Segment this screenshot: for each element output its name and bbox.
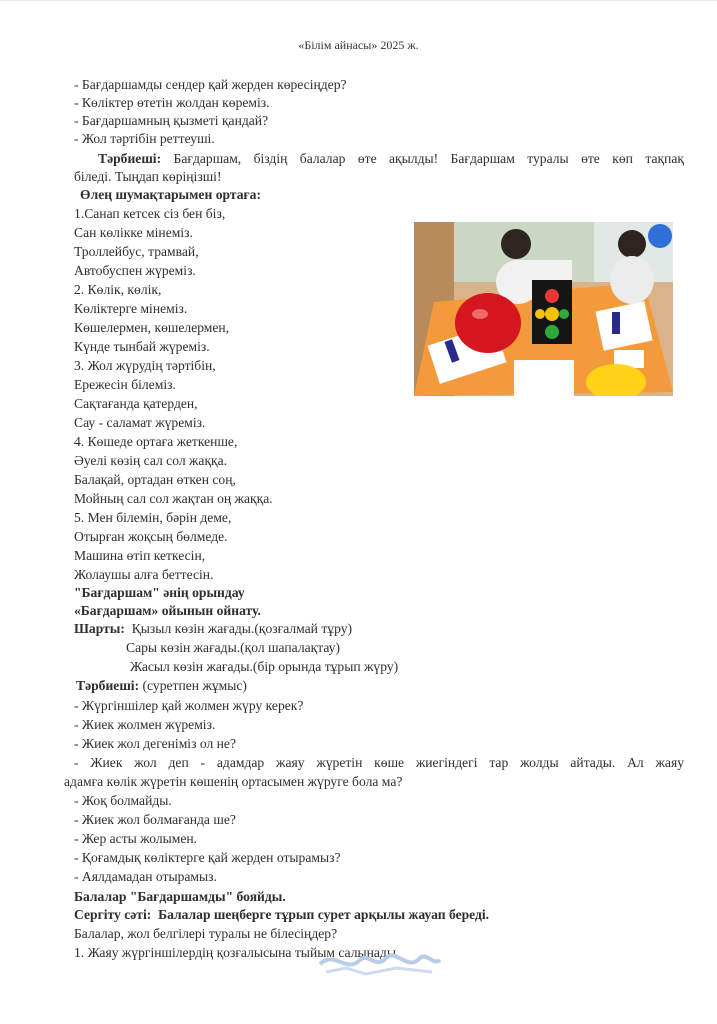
poem-line: Отырған жоқсың бөлмеде. (74, 529, 228, 544)
poem-line: Әуелі көзің сал сол жаққа. (74, 453, 228, 468)
rule-green: Жасыл көзін жағады.(бір орында тұрып жүру) (130, 659, 399, 674)
dialog-line: - Аялдамадан отырамыз. (74, 869, 217, 884)
poem-line: Сау - саламат жүреміз. (74, 415, 206, 430)
rules-label: Шарты: (74, 621, 125, 636)
sergitu-text: Балалар шеңберге тұрып сурет арқылы жауап береді. (158, 907, 490, 922)
dialog-line: - Жүргіншілер қай жолмен жүру керек? (74, 698, 304, 713)
poem-line: Көшелермен, көшелермен, (74, 320, 230, 335)
traffic-light-photo-illustration (414, 222, 673, 396)
dialog-line: - Қоғамдық көліктерге қай жерден отырамыз? (74, 850, 341, 865)
teacher2-label: Тәрбиеші: (76, 678, 140, 693)
poem-line: 4. Көшеде ортаға жеткенше, (74, 434, 238, 449)
poem-line: 2. Көлік, көлік, (74, 282, 162, 297)
dialog-line: - Жиек жол дегеніміз ол не? (74, 736, 236, 751)
teacher-text-cont: біледі. Тыңдап көріңізші! (74, 169, 222, 184)
teacher2-text: (суретпен жұмыс) (142, 678, 247, 693)
dialog-line: адамға көлік жүретін көшенің ортасымен жүруге бола ма? (64, 774, 403, 789)
teacher-paragraph (98, 150, 684, 168)
question-line: Балалар, жол белгілері туралы не білесіңдер? (74, 926, 338, 941)
sergitu-line (74, 906, 489, 924)
text-line: - Жол тәртібін реттеуші. (74, 131, 215, 146)
sergitu-label: Сергіту сәті: (74, 907, 152, 922)
poem-line: Жолаушы алға беттесін. (74, 567, 214, 582)
dialog-line: - Жиек жолмен жүреміз. (74, 717, 216, 732)
poem-line: Троллейбус, трамвай, (74, 244, 199, 259)
last-line: 1. Жаяу жүргіншілердің қозғалысына тыйым салынады. (74, 945, 400, 960)
dialog-line: - Жиек жол болмағанда ше? (74, 812, 236, 827)
dialog-line: - Жер асты жолымен. (74, 831, 198, 846)
rules-line (74, 620, 352, 638)
poem-line: Автобуспен жүреміз. (74, 263, 196, 278)
teacher-text: Бағдаршам, біздің балалар өте ақылды! Бағдаршам туралы өте көп тақпақ (173, 151, 684, 166)
game-line: «Бағдаршам» ойынын ойнату. (74, 603, 261, 618)
text-line: - Бағдаршамның қызметі қандай? (74, 113, 269, 128)
dialog-line: - Жиек жол деп - адамдар жаяу жүретін көше жиегіндегі тар жолды айтады. Ал жаяу (74, 755, 684, 770)
poem-heading: Өлең шумақтарымен ортаға: (80, 187, 262, 202)
dialog-line: - Жоқ болмайды. (74, 793, 172, 808)
song-line: "Бағдаршам" әнің орындау (74, 585, 245, 600)
top-border (0, 0, 717, 1)
poem-line: 1.Санап кетсек сіз бен біз, (74, 206, 226, 221)
poem-line: Сақтағанда қатерден, (74, 396, 198, 411)
text-line: - Бағдаршамды сендер қай жерден көресіңдер? (74, 77, 347, 92)
classroom-photo (414, 222, 673, 396)
teacher2-line (76, 677, 247, 695)
poem-line: Машина өтіп кеткесін, (74, 548, 206, 563)
rule-yellow: Сары көзін жағады.(қол шапалақтау) (126, 640, 341, 655)
poem-line: Көліктерге мінеміз. (74, 301, 188, 316)
children-line: Балалар "Бағдаршамды" бояйды. (74, 889, 286, 904)
poem-line: Балақай, ортадан өткен соң, (74, 472, 236, 487)
text-line: - Көліктер өтетін жолдан көреміз. (74, 95, 270, 110)
poem-line: Күнде тынбай жүреміз. (74, 339, 210, 354)
teacher-label: Тәрбиеші: (98, 151, 162, 166)
poem-line: Мойның сал сол жақтан оң жаққа. (74, 491, 273, 506)
rule-red: Қызыл көзін жағады.(қозғалмай тұру) (131, 621, 353, 636)
poem-line: Сан көлікке мінеміз. (74, 225, 193, 240)
faint-stamp-mark (316, 944, 442, 978)
poem-line: Ережесін білеміз. (74, 377, 176, 392)
poem-line: 5. Мен білемін, бәрін деме, (74, 510, 232, 525)
poem-line: 3. Жол жүрудің тәртібін, (74, 358, 216, 373)
page-header: «Білім айнасы» 2025 ж. (298, 38, 419, 52)
